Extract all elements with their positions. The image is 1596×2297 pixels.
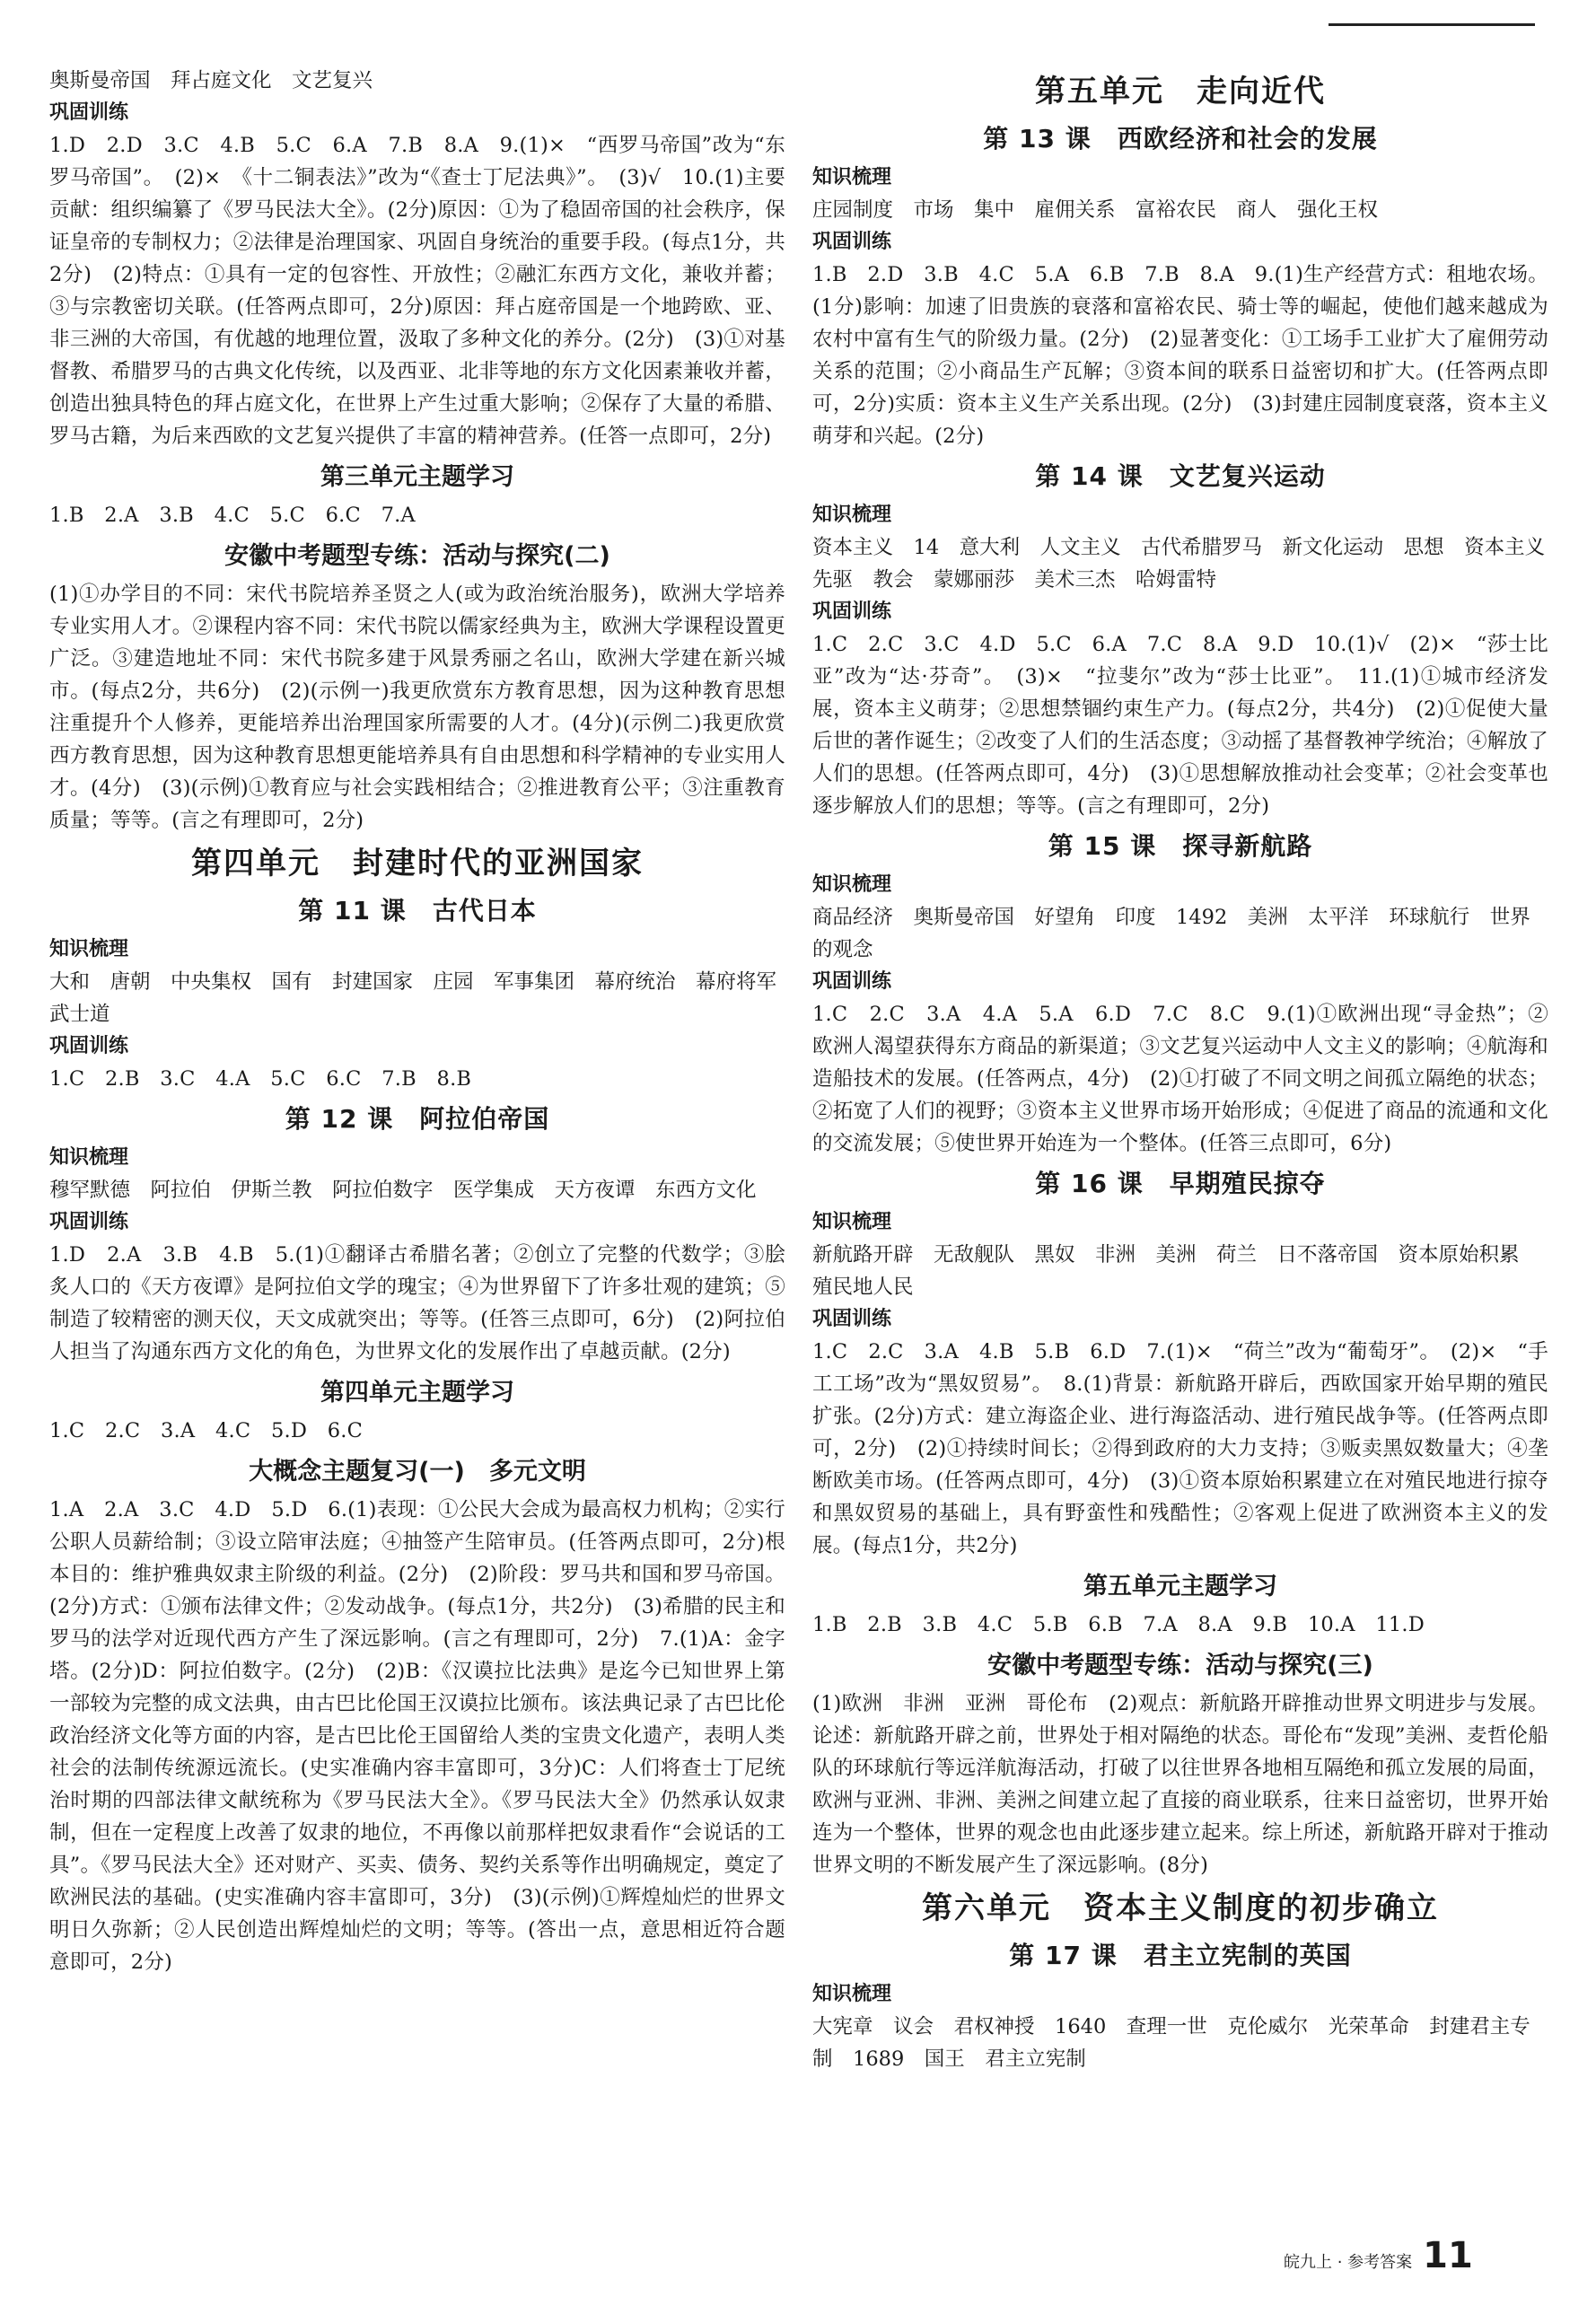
lesson11-knowledge-label: 知识梳理 [49, 938, 129, 960]
unit4-theme-answers: 1.C 2.C 3.A 4.C 5.D 6.C [49, 1419, 364, 1442]
footer-label: 皖九上 · 参考答案 [1284, 2253, 1413, 2272]
lesson13-knowledge-label: 知识梳理 [812, 166, 892, 188]
lesson13-title: 第 13 课 西欧经济和社会的发展 [983, 124, 1378, 153]
review1-title: 大概念主题复习(一) 多元文明 [249, 1458, 586, 1486]
lesson15-practice: 1.C 2.C 3.A 4.A 5.A 6.D 7.C 8.C 9.(1)①欧洲出现“寻金热”；②欧洲人渴望获得东方商品的新渠道；③文艺复兴运动中人文主义的影响；④航海和造船技术的发展。(任答两点，4分) (2)①打破了不同文明之间孤立隔绝的状态；②拓宽了人们的视野；③资本主义世界市场开始形成；④促进了商品的流通和文化的交流发展；⑤使世界开始连为一个整体。(任答三点即可，6分) [812, 1003, 1548, 1155]
unit3-theme-answers: 1.B 2.A 3.B 4.C 5.C 6.C 7.A [49, 504, 416, 527]
practice-answers: 1.D 2.D 3.C 4.B 5.C 6.A 7.B 8.A 9.(1)× “西罗马帝国”改为“东罗马帝国”。 (2)× 《十二铜表法》”改为“《查士丁尼法典》”。 (3)√ 10.(1)主要贡献：组织编纂了《罗马民法大全》。(2分)原因：①为了稳固帝国的社会秩序，保证皇帝的专制权力；②法律是治理国家、巩固自身统治的重要手段。(每点1分，共2分) (2)特点：①具有一定的包容性、开放性；②融汇东西方文化，兼收并蓄；③与宗教密切关联。(任答两点即可，2分)原因：拜占庭帝国是一个地跨欧、亚、非三洲的大帝国，有优越的地理位置，汲取了多种文化的养分。(2分) (3)①对基督教、希腊罗马的古典文化传统，以及西亚、北非等地的东方文化因素兼收并蓄，创造出独具特色的拜占庭文化，在世界上产生过重大影响；②保存了大量的希腊、罗马古籍，为后来西欧的文艺复兴提供了丰富的精神营养。(任答一点即可，2分) [49, 134, 785, 448]
unit4-title: 第四单元 封建时代的亚洲国家 [191, 846, 644, 881]
lesson12-title: 第 12 课 阿拉伯帝国 [285, 1104, 550, 1134]
lesson17-title: 第 17 课 君主立宪制的英国 [1009, 1941, 1352, 1970]
lesson12-practice: 1.D 2.A 3.B 4.B 5.(1)①翻译古希腊名著；②创立了完整的代数学；③脍炙人口的《天方夜谭》是阿拉伯文学的瑰宝；④为世界留下了许多壮观的建筑；⑤制造了较精密的测天仪，天文成就突出；等等。(任答三点即可，6分) (2)阿拉伯人担当了沟通东西方文化的角色，为世界文化的发展作出了卓越贡献。(2分) [49, 1243, 785, 1363]
lesson14-knowledge-label: 知识梳理 [812, 504, 892, 526]
lesson11-practice-label: 巩固训练 [49, 1035, 129, 1057]
lesson16-knowledge-label: 知识梳理 [812, 1211, 892, 1233]
anhui2-text: (1)①办学目的不同：宋代书院培养圣贤之人(或为政治统治服务)，欧洲大学培养专业实用人才。②课程内容不同：宋代书院以儒家经典为主，欧洲大学课程设置更广泛。③建造地址不同：宋代书院多建于风景秀丽之名山，欧洲大学建在新兴城市。(每点2分，共6分) (2)(示例一)我更欣赏东方教育思想，因为这种教育思想注重提升个人修养，更能培养出治理国家所需要的人才。(4分)(示例二)我更欣赏西方教育思想，因为这种教育思想更能培养具有自由思想和科学精神的专业实用人才。(4分) (3)(示例)①教育应与社会实践相结合；②推进教育公平；③注重教育质量；等等。(言之有理即可，2分) [49, 583, 785, 832]
unit4-theme-title: 第四单元主题学习 [320, 1379, 514, 1407]
practice-label: 巩固训练 [49, 101, 129, 124]
anhui3-title: 安徽中考题型专练：活动与探究(三) [987, 1652, 1373, 1679]
lesson12-practice-label: 巩固训练 [49, 1211, 129, 1233]
lesson13-knowledge: 庄园制度 市场 集中 雇佣关系 富裕农民 商人 强化王权 [812, 198, 1379, 222]
lesson17-knowledge: 大宪章 议会 君权神授 1640 查理一世 克伦威尔 光荣革命 封建君主专制 1689 国王 君主立宪制 [812, 2015, 1530, 2071]
lesson16-knowledge: 新航路开辟 无敌舰队 黑奴 非洲 美洲 荷兰 日不落帝国 资本原始积累 殖民地人民 [812, 1243, 1540, 1299]
lesson14-practice-label: 巩固训练 [812, 601, 892, 623]
anhui2-title: 安徽中考题型专练：活动与探究(二) [224, 542, 610, 570]
intro-line: 奥斯曼帝国 拜占庭文化 文艺复兴 [49, 69, 373, 92]
right-column [812, 65, 1565, 2075]
unit6-title: 第六单元 资本主义制度的初步确立 [922, 1890, 1439, 1926]
lesson11-title: 第 11 课 古代日本 [298, 896, 537, 925]
lesson12-knowledge-label: 知识梳理 [49, 1146, 129, 1169]
lesson11-knowledge: 大和 唐朝 中央集权 国有 封建国家 庄园 军事集团 幕府统治 幕府将军 武士道 [49, 970, 797, 1026]
lesson14-knowledge: 资本主义 14 意大利 人文主义 古代希腊罗马 新文化运动 思想 资本主义 先驱 教会 蒙娜丽莎 美术三杰 哈姆雷特 [812, 536, 1565, 592]
lesson14-title: 第 14 课 文艺复兴运动 [1035, 461, 1326, 491]
page-footer [1284, 2235, 1473, 2276]
lesson17-knowledge-label: 知识梳理 [812, 1983, 892, 2005]
anhui3-text: (1)欧洲 非洲 亚洲 哥伦布 (2)观点：新航路开辟推动世界文明进步与发展。论述：新航路开辟之前，世界处于相对隔绝的状态。哥伦布“发现”美洲、麦哲伦船队的环球航行等远洋航海活动，打破了以往世界各地相互隔绝和孤立发展的局面，欧洲与亚洲、非洲、美洲之间建立起了直接的商业联系，往来日益密切，世界开始连为一个整体，世界的观念也由此逐步建立起来。综上所述，新航路开辟对于推动世界文明的不断发展产生了深远影响。(8分) [812, 1692, 1548, 1877]
left-column [49, 65, 797, 1978]
lesson16-practice: 1.C 2.C 3.A 4.B 5.B 6.D 7.(1)× “荷兰”改为“葡萄牙”。 (2)× “手工工场”改为“黑奴贸易”。 8.(1)背景：新航路开辟后，西欧国家开始早期的殖民扩张。(2分)方式：建立海盗企业、进行海盗活动、进行殖民战争等。(任答两点即可，2分) (2)①持续时间长；②得到政府的大力支持；③贩卖黑奴数量大；④垄断欧美市场。(任答两点即可，4分) (3)①资本原始积累建立在对殖民地进行掠夺和黑奴贸易的基础上，具有野蛮性和残酷性；②客观上促进了欧洲资本主义的发展。(每点1分，共2分) [812, 1340, 1548, 1557]
unit5-title: 第五单元 走向近代 [1035, 74, 1326, 110]
page-number: 11 [1423, 2235, 1473, 2276]
unit5-theme-title: 第五单元主题学习 [1083, 1573, 1277, 1600]
lesson15-knowledge-label: 知识梳理 [812, 873, 892, 896]
top-rule [1329, 23, 1535, 26]
lesson11-practice: 1.C 2.B 3.C 4.A 5.C 6.C 7.B 8.B [49, 1067, 472, 1091]
lesson15-title: 第 15 课 探寻新航路 [1048, 831, 1313, 861]
lesson13-practice: 1.B 2.D 3.B 4.C 5.A 6.B 7.B 8.A 9.(1)生产经营方式：租地农场。(1分)影响：加速了旧贵族的衰落和富裕农民、骑士等的崛起，使他们越来越成为农村中富有生气的阶级力量。(2分) (2)显著变化：①工场手工业扩大了雇佣劳动关系的范围；②小商品生产瓦解；③资本间的联系日益密切和扩大。(任答两点即可，2分)实质：资本主义生产关系出现。(2分) (3)封建庄园制度衰落，资本主义萌芽和兴起。(2分) [812, 263, 1548, 448]
lesson16-practice-label: 巩固训练 [812, 1308, 892, 1330]
lesson15-knowledge: 商品经济 奥斯曼帝国 好望角 印度 1492 美洲 太平洋 环球航行 世界的观念 [812, 906, 1530, 961]
lesson13-practice-label: 巩固训练 [812, 231, 892, 253]
unit5-theme-answers: 1.B 2.B 3.B 4.C 5.B 6.B 7.A 8.A 9.B 10.A 11.D [812, 1613, 1425, 1636]
lesson12-knowledge: 穆罕默德 阿拉伯 伊斯兰教 阿拉伯数字 医学集成 天方夜谭 东西方文化 [49, 1179, 757, 1202]
lesson15-practice-label: 巩固训练 [812, 970, 892, 993]
review1-text: 1.A 2.A 3.C 4.D 5.D 6.(1)表现：①公民大会成为最高权力机构；②实行公职人员薪给制；③设立陪审法庭；④抽签产生陪审员。(任答两点即可，2分)根本目的：维护雅典奴隶主阶级的利益。(2分) (2)阶段：罗马共和国和罗马帝国。(2分)方式：①颁布法律文件；②发动战争。(每点1分，共2分) (3)希腊的民主和罗马的法学对近现代西方产生了深远影响。(言之有理即可，2分) 7.(1)A：金字塔。(2分)D：阿拉伯数字。(2分) (2)B：《汉谟拉比法典》是迄今已知世界上第一部较为完整的成文法典，由古巴比伦国王汉谟拉比颁布。该法典记录了古巴比伦政治经济文化等方面的内容，是古巴比伦王国留给人类的宝贵文化遗产，表明人类社会的法制传统源远流长。(史实准确内容丰富即可，3分)C：人们将查士丁尼统治时期的四部法律文献统称为《罗马民法大全》。《罗马民法大全》仍然承认奴隶制，但在一定程度上改善了奴隶的地位，不再像以前那样把奴隶看作“会说话的工具”。《罗马民法大全》还对财产、买卖、债务、契约关系等作出明确规定，奠定了欧洲民法的基础。(史实准确内容丰富即可，3分) (3)(示例)①辉煌灿烂的世界文明日久弥新；②人民创造出辉煌灿烂的文明；等等。(答出一点，意思相近符合题意即可，2分) [49, 1498, 785, 1974]
lesson16-title: 第 16 课 早期殖民掠夺 [1035, 1169, 1326, 1198]
lesson14-practice: 1.C 2.C 3.C 4.D 5.C 6.A 7.C 8.A 9.D 10.(1)√ (2)× “莎士比亚”改为“达·芬奇”。 (3)× “拉斐尔”改为“莎士比亚”。 11.(1)①城市经济发展，资本主义萌芽；②思想禁锢约束生产力。(每点2分，共4分) (2)①促使大量后世的著作诞生；②改变了人们的生活态度；③动摇了基督教神学统治；④解放了人们的思想。(任答两点即可，4分) (3)①思想解放推动社会变革；②社会变革也逐步解放人们的思想；等等。(言之有理即可，2分) [812, 633, 1548, 818]
unit3-theme-title: 第三单元主题学习 [320, 463, 514, 491]
